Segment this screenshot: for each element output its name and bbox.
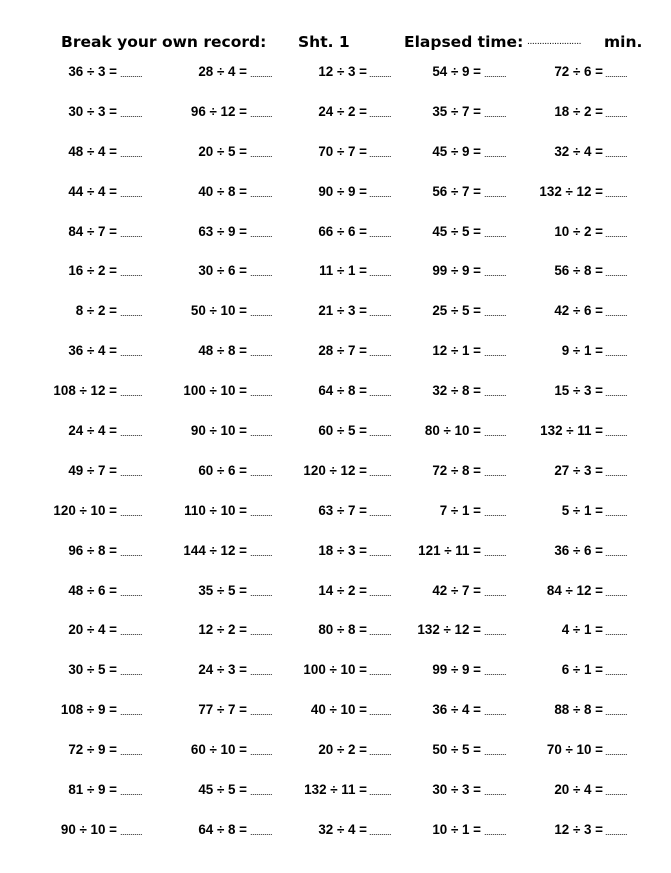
problem-row (0, 702, 671, 742)
problem-expression: 5 ÷ 1 = (561, 502, 603, 518)
division-problem (0, 662, 671, 682)
problem-expression: 64 ÷ 8 = (318, 383, 367, 399)
problem-expression: 10 ÷ 2 = (554, 223, 603, 239)
problem-row (0, 782, 671, 822)
answer-blank[interactable]: ........... (250, 148, 273, 159)
answer-blank[interactable]: ........... (605, 826, 628, 837)
problem-expression-box (0, 622, 603, 642)
problem-expression-box (0, 503, 603, 523)
answer-blank[interactable]: ........... (484, 787, 507, 798)
answer-blank[interactable]: ........... (369, 268, 392, 279)
division-problem (0, 224, 671, 244)
answer-blank[interactable]: ........... (120, 747, 143, 758)
problem-expression: 48 ÷ 8 = (198, 343, 247, 359)
problem-expression: 12 ÷ 1 = (432, 343, 481, 359)
answer-blank[interactable]: ........... (120, 826, 143, 837)
division-problem (0, 343, 671, 363)
problem-row (0, 184, 671, 224)
answer-blank[interactable]: ........... (250, 348, 273, 359)
answer-blank[interactable]: ........... (250, 787, 273, 798)
problem-expression: 120 ÷ 12 = (303, 462, 367, 478)
answer-blank[interactable]: ........... (369, 108, 392, 119)
problem-expression: 18 ÷ 2 = (554, 103, 603, 119)
problem-expression: 32 ÷ 4 = (554, 143, 603, 159)
problem-expression: 132 ÷ 11 = (304, 782, 367, 798)
answer-blank[interactable]: ........... (369, 308, 392, 319)
answer-blank[interactable]: ........... (120, 348, 143, 359)
problem-expression: 28 ÷ 4 = (198, 64, 247, 79)
answer-blank[interactable]: ........... (250, 388, 273, 399)
answer-blank[interactable]: ........... (605, 747, 628, 758)
answer-blank[interactable]: ........... (120, 587, 143, 598)
problem-expression: 56 ÷ 8 = (554, 263, 603, 279)
problem-expression: 60 ÷ 6 = (198, 462, 247, 478)
problem-expression: 30 ÷ 3 = (68, 103, 117, 119)
answer-blank[interactable]: ........... (484, 388, 507, 399)
problem-expression: 25 ÷ 5 = (432, 303, 481, 319)
problem-expression: 36 ÷ 4 = (432, 702, 481, 718)
elapsed-time-blank[interactable]: ...................... (527, 37, 582, 47)
problem-expression: 108 ÷ 12 = (53, 383, 117, 399)
problem-expression: 9 ÷ 1 = (561, 343, 603, 359)
answer-blank[interactable]: ........... (120, 268, 143, 279)
answer-blank[interactable]: ........... (120, 547, 143, 558)
problem-expression: 49 ÷ 7 = (68, 462, 117, 478)
problem-row (0, 543, 671, 583)
problem-expression: 63 ÷ 9 = (198, 223, 247, 239)
problem-expression: 12 ÷ 3 = (554, 821, 603, 837)
answer-blank[interactable]: ........... (605, 108, 628, 119)
problem-expression: 99 ÷ 9 = (432, 263, 481, 279)
problem-row (0, 423, 671, 463)
problem-expression: 90 ÷ 9 = (318, 183, 367, 199)
division-problem (0, 184, 671, 204)
division-problem (0, 742, 671, 762)
answer-blank[interactable]: ........... (250, 69, 273, 79)
worksheet-header (0, 33, 671, 53)
problem-expression: 50 ÷ 5 = (432, 742, 481, 758)
problem-expression-box (0, 583, 603, 603)
answer-blank[interactable]: ........... (120, 69, 143, 79)
problem-expression: 90 ÷ 10 = (190, 423, 247, 439)
answer-blank[interactable]: ........... (250, 268, 273, 279)
problem-row (0, 742, 671, 782)
division-problem (0, 104, 671, 124)
division-problem (0, 383, 671, 403)
problem-expression: 45 ÷ 5 = (432, 223, 481, 239)
problem-row (0, 263, 671, 303)
answer-blank[interactable]: ........... (484, 108, 507, 119)
answer-blank[interactable]: ........... (484, 507, 507, 518)
problem-row (0, 503, 671, 543)
answer-blank[interactable]: ........... (369, 69, 392, 79)
problem-expression: 70 ÷ 10 = (546, 742, 603, 758)
problem-expression: 132 ÷ 11 = (540, 423, 603, 439)
answer-blank[interactable]: ........... (120, 467, 143, 478)
answer-blank[interactable]: ........... (369, 787, 392, 798)
answer-blank[interactable]: ........... (605, 348, 628, 359)
answer-blank[interactable]: ........... (369, 667, 392, 678)
problem-row (0, 583, 671, 623)
problem-expression: 66 ÷ 6 = (318, 223, 367, 239)
answer-blank[interactable]: ........... (369, 428, 392, 439)
division-problem (0, 622, 671, 642)
problem-expression: 77 ÷ 7 = (198, 702, 247, 718)
answer-blank[interactable]: ........... (605, 467, 628, 478)
division-problem (0, 263, 671, 283)
division-problem (0, 782, 671, 802)
answer-blank[interactable]: ........... (369, 826, 392, 837)
problem-expression: 54 ÷ 9 = (432, 64, 481, 79)
answer-blank[interactable]: ........... (369, 547, 392, 558)
problem-expression: 72 ÷ 6 = (554, 64, 603, 79)
problem-expression: 6 ÷ 1 = (561, 662, 603, 678)
problem-expression-box (0, 742, 603, 762)
problem-expression: 36 ÷ 3 = (68, 64, 117, 79)
problem-row (0, 463, 671, 503)
problem-expression-box (0, 303, 603, 323)
problem-row (0, 383, 671, 423)
elapsed-time-label: Elapsed time: (404, 33, 524, 51)
problem-expression: 60 ÷ 5 = (318, 423, 367, 439)
answer-blank[interactable]: ........... (369, 467, 392, 478)
answer-blank[interactable]: ........... (484, 228, 507, 239)
division-problem (0, 503, 671, 523)
answer-blank[interactable]: ........... (250, 627, 273, 638)
answer-blank[interactable]: ........... (484, 348, 507, 359)
problem-expression: 24 ÷ 2 = (318, 103, 367, 119)
answer-blank[interactable]: ........... (250, 188, 273, 199)
problem-expression: 30 ÷ 6 = (198, 263, 247, 279)
division-problem (0, 543, 671, 563)
problem-row (0, 224, 671, 264)
problem-expression-box (0, 662, 603, 682)
problem-expression: 40 ÷ 10 = (310, 702, 367, 718)
answer-blank[interactable]: ........... (250, 547, 273, 558)
answer-blank[interactable]: ........... (484, 707, 507, 718)
problem-expression: 100 ÷ 10 = (303, 662, 367, 678)
answer-blank[interactable]: ........... (484, 667, 507, 678)
division-problem (0, 463, 671, 483)
division-problem (0, 702, 671, 722)
problem-expression: 32 ÷ 4 = (318, 821, 367, 837)
answer-blank[interactable]: ........... (250, 707, 273, 718)
problem-expression: 20 ÷ 4 = (554, 782, 603, 798)
problem-row (0, 343, 671, 383)
answer-blank[interactable]: ........... (369, 747, 392, 758)
answer-blank[interactable]: ........... (369, 587, 392, 598)
problem-expression: 40 ÷ 8 = (198, 183, 247, 199)
answer-blank[interactable]: ........... (369, 388, 392, 399)
problem-expression: 81 ÷ 9 = (68, 782, 117, 798)
problem-expression: 21 ÷ 3 = (318, 303, 367, 319)
problem-expression: 48 ÷ 6 = (68, 582, 117, 598)
answer-blank[interactable]: ........... (605, 547, 628, 558)
answer-blank[interactable]: ........... (250, 747, 273, 758)
answer-blank[interactable]: ........... (605, 148, 628, 159)
problem-expression: 72 ÷ 8 = (432, 462, 481, 478)
problem-expression-box (0, 224, 603, 244)
problem-expression-box (0, 702, 603, 722)
answer-blank[interactable]: ........... (250, 428, 273, 439)
division-problem (0, 423, 671, 443)
problem-expression: 42 ÷ 6 = (554, 303, 603, 319)
problem-row (0, 622, 671, 662)
problem-expression: 44 ÷ 4 = (68, 183, 117, 199)
answer-blank[interactable]: ........... (484, 188, 507, 199)
answer-blank[interactable]: ........... (369, 507, 392, 518)
answer-blank[interactable]: ........... (120, 667, 143, 678)
answer-blank[interactable]: ........... (120, 188, 143, 199)
problem-expression: 12 ÷ 2 = (198, 622, 247, 638)
problem-expression: 15 ÷ 3 = (554, 383, 603, 399)
answer-blank[interactable]: ........... (369, 348, 392, 359)
answer-blank[interactable]: ........... (484, 627, 507, 638)
problem-expression-box (0, 383, 603, 403)
problem-grid (0, 64, 671, 862)
problem-expression: 96 ÷ 12 = (190, 103, 247, 119)
problem-expression: 30 ÷ 3 = (432, 782, 481, 798)
worksheet-title: Break your own record: (61, 33, 267, 51)
answer-blank[interactable]: ........... (120, 388, 143, 399)
problem-expression: 45 ÷ 5 = (198, 782, 247, 798)
problem-expression: 7 ÷ 1 = (439, 502, 481, 518)
answer-blank[interactable]: ........... (605, 228, 628, 239)
answer-blank[interactable]: ........... (605, 308, 628, 319)
answer-blank[interactable]: ........... (605, 787, 628, 798)
problem-expression: 132 ÷ 12 = (417, 622, 481, 638)
problem-expression: 24 ÷ 3 = (198, 662, 247, 678)
answer-blank[interactable]: ........... (120, 507, 143, 518)
problem-expression: 80 ÷ 10 = (424, 423, 481, 439)
problem-expression-box (0, 543, 603, 563)
problem-expression: 18 ÷ 3 = (318, 542, 367, 558)
problem-row (0, 104, 671, 144)
answer-blank[interactable]: ........... (605, 268, 628, 279)
answer-blank[interactable]: ........... (484, 308, 507, 319)
problem-expression-box (0, 184, 603, 204)
answer-blank[interactable]: ........... (120, 707, 143, 718)
elapsed-time-unit: min. (604, 33, 643, 51)
answer-blank[interactable]: ........... (250, 308, 273, 319)
answer-blank[interactable]: ........... (484, 547, 507, 558)
answer-blank[interactable]: ........... (250, 667, 273, 678)
problem-expression: 132 ÷ 12 = (539, 183, 603, 199)
problem-expression: 24 ÷ 4 = (68, 423, 117, 439)
problem-expression: 80 ÷ 8 = (318, 622, 367, 638)
answer-blank[interactable]: ........... (605, 507, 628, 518)
answer-blank[interactable]: ........... (120, 428, 143, 439)
problem-expression: 100 ÷ 10 = (183, 383, 247, 399)
problem-expression: 64 ÷ 8 = (198, 821, 247, 837)
problem-row (0, 662, 671, 702)
problem-row (0, 822, 671, 862)
answer-blank[interactable]: ........... (369, 148, 392, 159)
problem-expression: 88 ÷ 8 = (554, 702, 603, 718)
answer-blank[interactable]: ........... (484, 268, 507, 279)
answer-blank[interactable]: ........... (250, 507, 273, 518)
problem-expression: 8 ÷ 2 = (75, 303, 117, 319)
problem-expression: 14 ÷ 2 = (318, 582, 367, 598)
answer-blank[interactable]: ........... (605, 667, 628, 678)
problem-expression: 45 ÷ 9 = (432, 143, 481, 159)
problem-expression: 120 ÷ 10 = (53, 502, 117, 518)
answer-blank[interactable]: ........... (605, 707, 628, 718)
problem-expression: 35 ÷ 7 = (432, 103, 481, 119)
problem-expression: 36 ÷ 4 = (68, 343, 117, 359)
answer-blank[interactable]: ........... (605, 428, 628, 439)
answer-blank[interactable]: ........... (250, 587, 273, 598)
problem-expression: 4 ÷ 1 = (561, 622, 603, 638)
problem-expression: 20 ÷ 5 = (198, 143, 247, 159)
answer-blank[interactable]: ........... (250, 467, 273, 478)
problem-row (0, 144, 671, 184)
answer-blank[interactable]: ........... (120, 308, 143, 319)
problem-expression: 70 ÷ 7 = (318, 143, 367, 159)
division-problem (0, 822, 671, 842)
answer-blank[interactable]: ........... (120, 148, 143, 159)
answer-blank[interactable]: ........... (120, 787, 143, 798)
answer-blank[interactable]: ........... (369, 188, 392, 199)
problem-expression: 84 ÷ 7 = (68, 223, 117, 239)
answer-blank[interactable]: ........... (484, 69, 507, 79)
problem-expression: 11 ÷ 1 = (319, 263, 367, 279)
division-problem (0, 144, 671, 164)
answer-blank[interactable]: ........... (605, 188, 628, 199)
answer-blank[interactable]: ........... (369, 228, 392, 239)
division-problem (0, 64, 671, 84)
problem-expression: 20 ÷ 4 = (68, 622, 117, 638)
problem-expression: 60 ÷ 10 = (190, 742, 247, 758)
problem-expression: 48 ÷ 4 = (68, 143, 117, 159)
answer-blank[interactable]: ........... (605, 587, 628, 598)
problem-expression-box (0, 64, 603, 84)
answer-blank[interactable]: ........... (484, 587, 507, 598)
problem-expression: 90 ÷ 10 = (60, 821, 117, 837)
answer-blank[interactable]: ........... (484, 826, 507, 837)
sheet-number: Sht. 1 (298, 33, 350, 51)
problem-expression: 12 ÷ 3 = (318, 64, 367, 79)
answer-blank[interactable]: ........... (250, 826, 273, 837)
problem-expression-box (0, 463, 603, 483)
answer-blank[interactable]: ........... (120, 228, 143, 239)
problem-expression: 110 ÷ 10 = (184, 502, 247, 518)
problem-expression: 30 ÷ 5 = (68, 662, 117, 678)
problem-expression: 32 ÷ 8 = (432, 383, 481, 399)
answer-blank[interactable]: ........... (250, 228, 273, 239)
problem-expression: 36 ÷ 6 = (554, 542, 603, 558)
problem-expression: 96 ÷ 8 = (68, 542, 117, 558)
answer-blank[interactable]: ........... (484, 428, 507, 439)
problem-expression: 35 ÷ 5 = (198, 582, 247, 598)
problem-row (0, 303, 671, 343)
answer-blank[interactable]: ........... (484, 747, 507, 758)
problem-expression: 20 ÷ 2 = (318, 742, 367, 758)
problem-expression: 108 ÷ 9 = (60, 702, 117, 718)
answer-blank[interactable]: ........... (605, 69, 628, 79)
problem-expression-box (0, 423, 603, 443)
problem-expression-box (0, 263, 603, 283)
problem-expression-box (0, 782, 603, 802)
problem-expression: 27 ÷ 3 = (554, 462, 603, 478)
answer-blank[interactable]: ........... (484, 467, 507, 478)
problem-expression: 50 ÷ 10 = (190, 303, 247, 319)
answer-blank[interactable]: ........... (120, 627, 143, 638)
problem-expression-box (0, 144, 603, 164)
problem-expression-box (0, 104, 603, 124)
problem-expression-box (0, 822, 603, 842)
problem-expression-box (0, 343, 603, 363)
problem-expression: 56 ÷ 7 = (432, 183, 481, 199)
problem-expression: 28 ÷ 7 = (318, 343, 367, 359)
problem-expression: 144 ÷ 12 = (183, 542, 247, 558)
problem-expression: 16 ÷ 2 = (68, 263, 117, 279)
problem-expression: 10 ÷ 1 = (432, 821, 481, 837)
problem-expression: 42 ÷ 7 = (432, 582, 481, 598)
division-problem (0, 303, 671, 323)
problem-row (0, 64, 671, 104)
problem-expression: 121 ÷ 11 = (418, 542, 481, 558)
problem-expression: 99 ÷ 9 = (432, 662, 481, 678)
answer-blank[interactable]: ........... (250, 108, 273, 119)
answer-blank[interactable]: ........... (369, 627, 392, 638)
answer-blank[interactable]: ........... (605, 388, 628, 399)
problem-expression: 72 ÷ 9 = (68, 742, 117, 758)
answer-blank[interactable]: ........... (484, 148, 507, 159)
answer-blank[interactable]: ........... (605, 627, 628, 638)
division-problem (0, 583, 671, 603)
problem-expression: 84 ÷ 12 = (546, 582, 603, 598)
answer-blank[interactable]: ........... (120, 108, 143, 119)
problem-expression: 63 ÷ 7 = (318, 502, 367, 518)
answer-blank[interactable]: ........... (369, 707, 392, 718)
